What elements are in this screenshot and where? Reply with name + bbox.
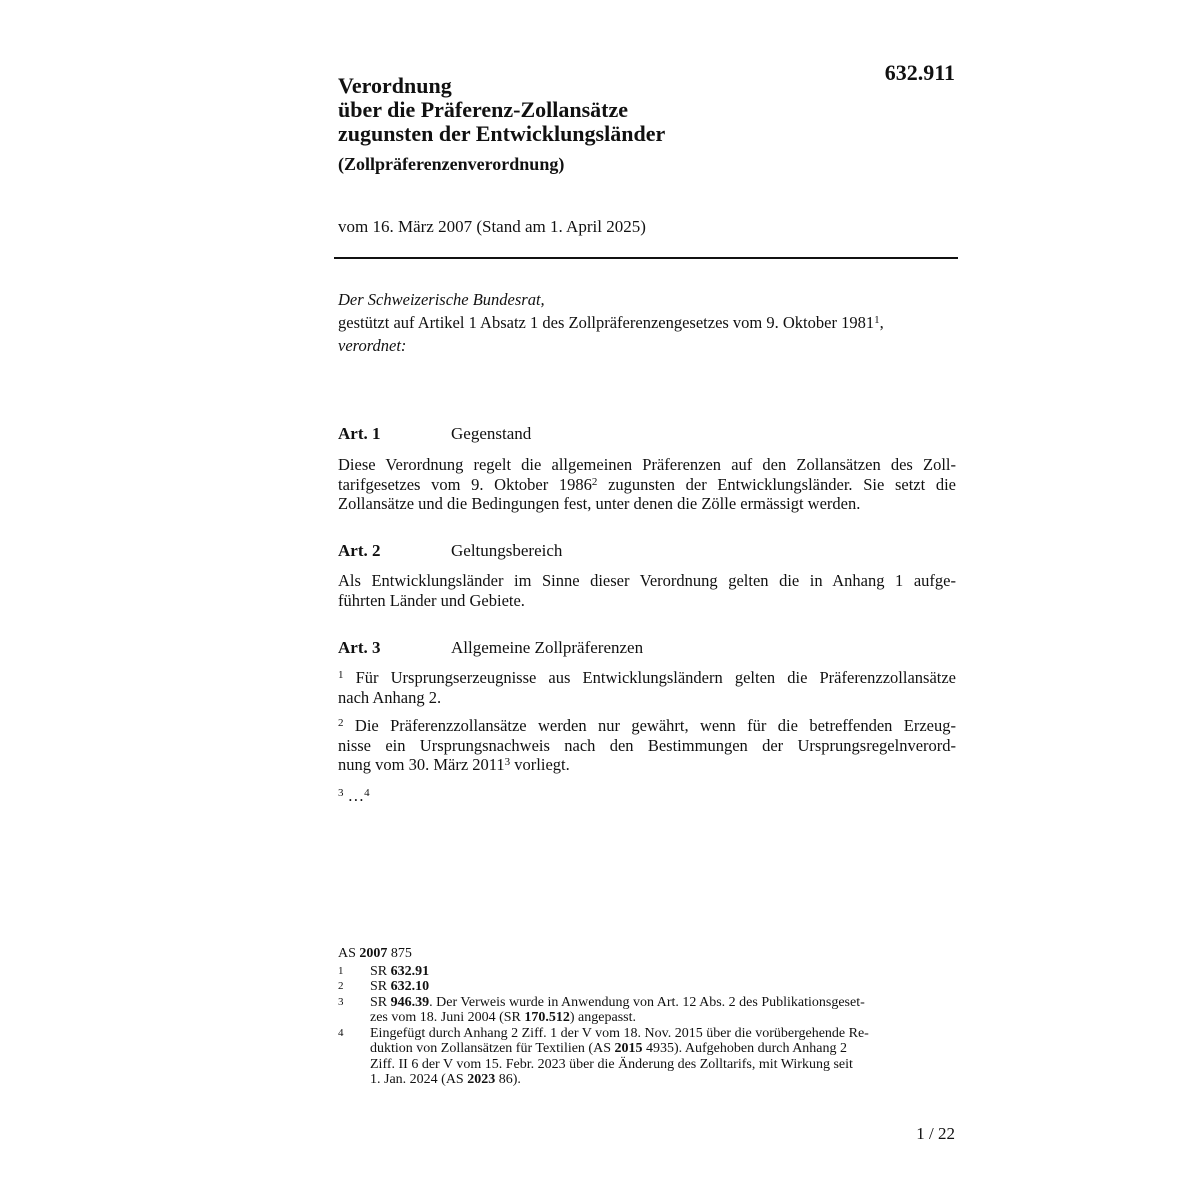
text-segment: Für Ursprungserzeugnisse aus Entwicklungsländern gelten die Präferenzzollansätze (355, 668, 956, 687)
article-number: Art. 3 (338, 638, 381, 657)
text-segment: SR (370, 979, 391, 994)
footnote-text (370, 1072, 958, 1088)
footnote-ref[interactable]: 4 (364, 787, 370, 799)
preamble-authority: Der Schweizerische Bundesrat, (338, 290, 545, 309)
sr-link[interactable]: 170.512 (524, 1010, 570, 1025)
title-line: über die Präferenz-Zollansätze (338, 97, 629, 122)
footnote (338, 995, 958, 1026)
article-3-paragraph-1 (338, 668, 956, 707)
article-3-heading (338, 638, 643, 658)
text-line (338, 786, 956, 806)
article-title: Geltungsbereich (451, 541, 563, 560)
text-line: Zollansätze und die Bedingungen fest, unter denen die Zölle ermässigt werden. (338, 494, 861, 513)
footnote-number: 2 (338, 980, 344, 992)
paragraph-number: 3 (338, 787, 344, 799)
paragraph-number: 1 (338, 669, 344, 681)
text-line (338, 475, 956, 495)
footnote-text (370, 1041, 958, 1057)
text-line: Als Entwicklungsländer im Sinne dieser Verordnung gelten die in Anhang 1 aufge- (338, 571, 956, 590)
text-segment: SR (370, 963, 391, 979)
text-segment: duktion von Zollansätzen für Textilien (AS (370, 1041, 615, 1056)
as-link[interactable]: 2015 (614, 1041, 643, 1056)
footnote (338, 964, 958, 980)
footnote-ref[interactable]: 2 (591, 475, 598, 488)
text-segment: 86). (495, 1072, 521, 1087)
basis-end: , (879, 313, 884, 332)
text-segment: Die Präferenzzollansätze werden nur gewährt, wenn für die betreffenden Erzeug- (354, 716, 957, 735)
footnote-text: Ziff. II 6 der V vom 15. Febr. 2023 über die Änderung des Zolltarifs, mit Wirkung seit (370, 1056, 853, 1072)
as-reference (338, 946, 958, 962)
article-2-heading (338, 541, 562, 561)
article-1-heading (338, 424, 531, 444)
article-title: Allgemeine Zollpräferenzen (451, 638, 644, 657)
text-line (338, 716, 956, 736)
as-page: 875 (390, 946, 412, 961)
footnote-text (370, 995, 958, 1011)
footnote-text (370, 979, 958, 995)
sr-link[interactable]: 632.10 (390, 979, 430, 994)
document-title (338, 74, 838, 146)
title-line: zugunsten der Entwicklungsländer (338, 121, 666, 146)
text-segment: 1. Jan. 2024 (AS (370, 1072, 468, 1087)
footnote (338, 1026, 958, 1088)
footnote (338, 979, 958, 995)
footnotes (338, 946, 958, 1088)
page-number: 1 / 22 (916, 1124, 955, 1143)
text-segment: . Der Verweis wurde in Anwendung von Art. 12 Abs. 2 des Publikationsgeset- (429, 994, 865, 1010)
repealed-marker: … (347, 786, 365, 805)
footnote-ref[interactable]: 3 (504, 756, 511, 768)
as-link[interactable]: 2023 (467, 1072, 496, 1087)
short-title: (Zollpräferenzenverordnung) (338, 154, 565, 174)
sr-link[interactable]: 946.39 (390, 994, 430, 1010)
text-segment: tarifgesetzes vom 9. Oktober 1986 (338, 474, 592, 494)
sr-link[interactable]: 632.91 (390, 963, 430, 979)
text-segment: vorliegt. (514, 755, 570, 774)
text-line: nisse ein Ursprungsnachweis nach den Bestimmungen der Ursprungsregelnverord- (338, 735, 956, 755)
basis-text: gestützt auf Artikel 1 Absatz 1 des Zollpräferenzengesetzes vom 9. Oktober 1981 (338, 313, 875, 332)
text-segment: zes vom 18. Juni 2004 (SR (370, 1010, 525, 1025)
footnote-number: 3 (338, 995, 344, 1008)
text-segment: zugunsten der Entwicklungsländer. Sie setzt die (608, 474, 957, 494)
preamble-decree: verordnet: (338, 336, 407, 355)
text-segment: nung vom 30. März 2011 (338, 755, 505, 774)
text-segment: ) angepasst. (569, 1010, 636, 1025)
article-1-text (338, 455, 956, 514)
as-year: 2007 (359, 946, 388, 961)
as-prefix: AS (338, 946, 356, 961)
footnote-ref[interactable]: 1 (874, 314, 880, 326)
footnote-number: 1 (338, 964, 344, 977)
footnote-text (370, 964, 958, 980)
date-line: vom 16. März 2007 (Stand am 1. April 2025) (338, 217, 646, 236)
article-2-text (338, 571, 956, 610)
footnote-number: 4 (338, 1026, 344, 1039)
text-line: nach Anhang 2. (338, 687, 442, 707)
paragraph-number: 2 (338, 717, 344, 729)
text-line: Diese Verordnung regelt die allgemeinen Präferenzen auf den Zollansätzen des Zoll- (338, 455, 956, 474)
preamble (338, 288, 958, 357)
sr-number: 632.911 (884, 60, 955, 85)
text-segment: 4935). Aufgehoben durch Anhang 2 (642, 1041, 848, 1056)
article-number: Art. 1 (338, 424, 381, 443)
footnote-text: Eingefügt durch Anhang 2 Ziff. 1 der V vom 18. Nov. 2015 über die vorübergehende Re- (370, 1025, 869, 1041)
text-segment: SR (370, 994, 391, 1010)
article-3-paragraph-2 (338, 716, 956, 775)
article-3-paragraph-3 (338, 786, 956, 806)
text-line (338, 668, 956, 688)
title-line: Verordnung (338, 73, 452, 98)
header-divider (334, 257, 958, 259)
footnote-text (370, 1010, 958, 1026)
text-line (338, 755, 956, 775)
text-line: führten Länder und Gebiete. (338, 590, 525, 610)
article-number: Art. 2 (338, 541, 381, 560)
article-title: Gegenstand (451, 424, 532, 443)
preamble-basis (338, 311, 958, 334)
